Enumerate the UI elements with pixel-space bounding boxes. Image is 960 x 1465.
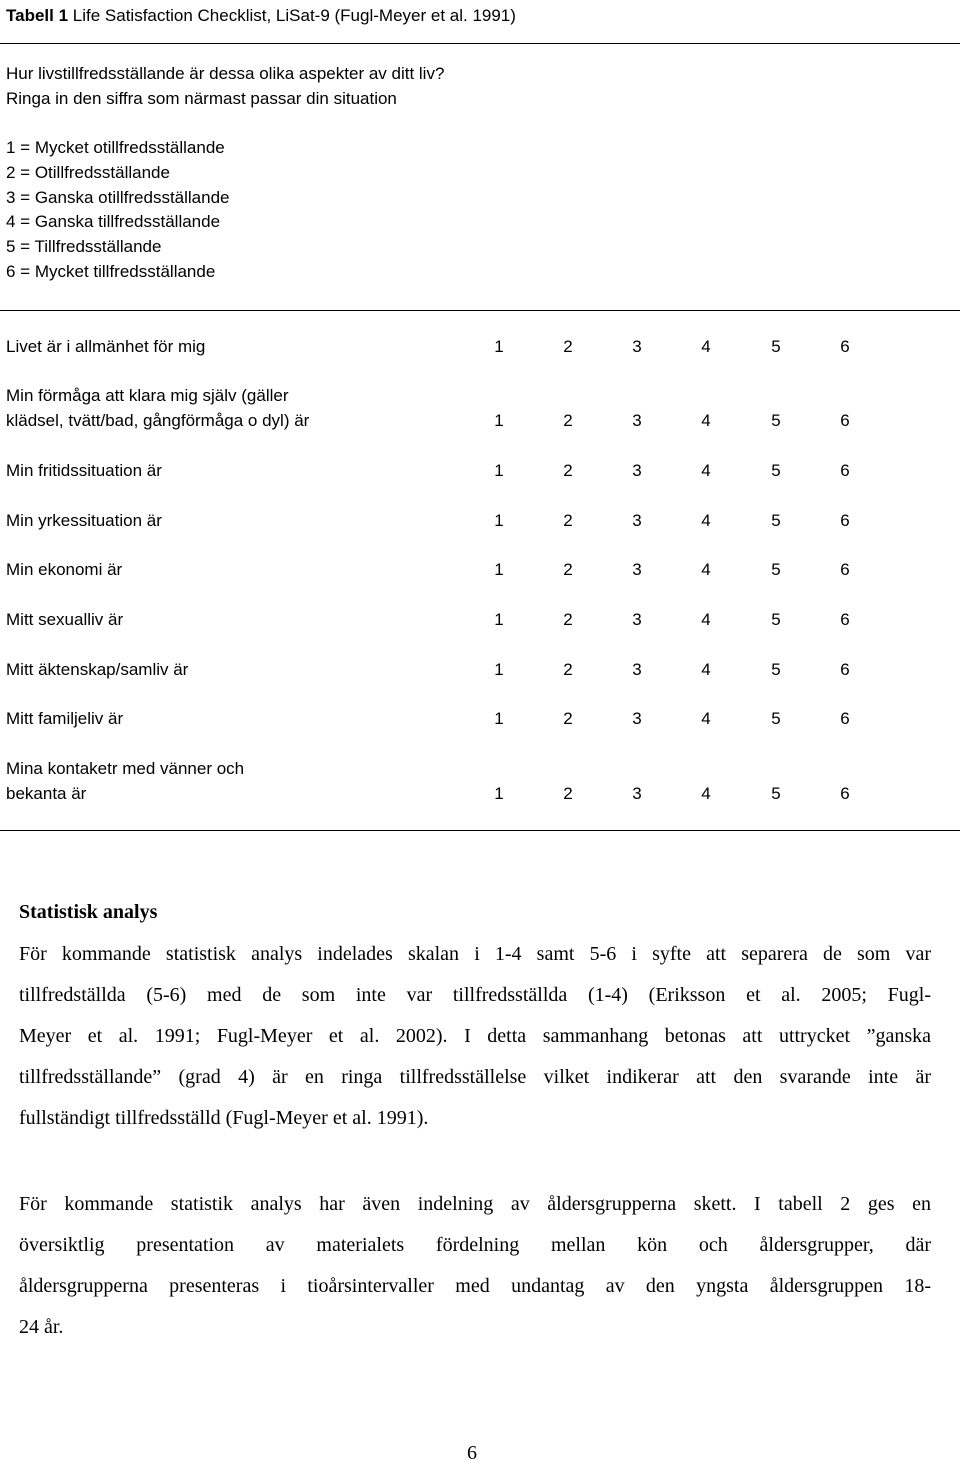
rating-option-6[interactable]: 6 — [840, 560, 850, 579]
paragraph-line: 24 år. — [19, 1316, 64, 1338]
rating-option-4[interactable]: 4 — [701, 511, 711, 530]
legend-divider — [0, 310, 960, 311]
rating-option-6[interactable]: 6 — [840, 461, 850, 480]
question-text: klädsel, tvätt/bad, gångförmåga o dyl) är — [6, 411, 310, 430]
rating-option-4[interactable]: 4 — [701, 337, 711, 356]
rating-option-5[interactable]: 5 — [771, 411, 781, 430]
rating-option-2[interactable]: 2 — [563, 660, 573, 679]
scale-option: 6 = Mycket tillfredsställande — [6, 262, 216, 281]
scale-option: 2 = Otillfredsställande — [6, 163, 170, 182]
rating-option-5[interactable]: 5 — [771, 784, 781, 803]
table-label: Tabell 1 — [6, 6, 69, 25]
paragraph-line: Meyer et al. 1991; Fugl-Meyer et al. 2002). I detta sammanhang betonas att uttrycket ”ganska — [19, 1025, 931, 1047]
rating-option-3[interactable]: 3 — [632, 784, 642, 803]
table-title: Life Satisfaction Checklist, LiSat-9 (Fugl-Meyer et al. 1991) — [72, 6, 516, 25]
rating-option-4[interactable]: 4 — [701, 660, 711, 679]
paragraph-line: För kommande statistisk analys indelades skalan i 1-4 samt 5-6 i syfte att separera de som var — [19, 943, 931, 965]
rating-option-5[interactable]: 5 — [771, 461, 781, 480]
paragraph-line: översiktlig presentation av materialets fördelning mellan kön och åldersgrupper, där — [19, 1234, 931, 1256]
rating-option-2[interactable]: 2 — [563, 610, 573, 629]
paragraph-line: tillfredställda (5-6) med de som inte var tillfredsställda (1-4) (Eriksson et al. 2005; Fugl- — [19, 984, 931, 1006]
paragraph-scale-grouping — [19, 934, 931, 1139]
rating-option-1[interactable]: 1 — [494, 610, 504, 629]
caption-divider — [0, 43, 960, 44]
rating-option-3[interactable]: 3 — [632, 511, 642, 530]
rating-option-2[interactable]: 2 — [563, 511, 573, 530]
rating-option-3[interactable]: 3 — [632, 337, 642, 356]
instruction-question: Hur livstillfredsställande är dessa olika aspekter av ditt liv? — [6, 64, 445, 83]
rating-option-1[interactable]: 1 — [494, 337, 504, 356]
rating-option-3[interactable]: 3 — [632, 411, 642, 430]
scale-option: 5 = Tillfredsställande — [6, 237, 162, 256]
question-text: Mitt sexualliv är — [6, 610, 124, 629]
rating-option-4[interactable]: 4 — [701, 560, 711, 579]
rating-option-6[interactable]: 6 — [840, 337, 850, 356]
rating-option-5[interactable]: 5 — [771, 511, 781, 530]
rating-option-5[interactable]: 5 — [771, 560, 781, 579]
section-heading: Statistisk analys — [19, 901, 158, 923]
paragraph-age-groups — [19, 1184, 931, 1348]
rating-option-4[interactable]: 4 — [701, 709, 711, 728]
rating-option-6[interactable]: 6 — [840, 610, 850, 629]
rating-option-3[interactable]: 3 — [632, 461, 642, 480]
rating-option-1[interactable]: 1 — [494, 784, 504, 803]
rating-option-6[interactable]: 6 — [840, 660, 850, 679]
rating-option-2[interactable]: 2 — [563, 461, 573, 480]
scale-option: 1 = Mycket otillfredsställande — [6, 138, 225, 157]
question-text: Min fritidssituation är — [6, 461, 162, 480]
rating-option-6[interactable]: 6 — [840, 511, 850, 530]
rating-option-3[interactable]: 3 — [632, 660, 642, 679]
question-text: Mitt äktenskap/samliv är — [6, 660, 189, 679]
paragraph-line: åldersgrupperna presenteras i tioårsintervaller med undantag av den yngsta åldersgruppen 18- — [19, 1275, 931, 1297]
paragraph-line: tillfredsställande” (grad 4) är en ringa tillfredsställelse vilket indikerar att den svarande inte är — [19, 1066, 931, 1088]
rating-option-6[interactable]: 6 — [840, 709, 850, 728]
question-text: Min yrkessituation är — [6, 511, 162, 530]
rating-option-1[interactable]: 1 — [494, 411, 504, 430]
scale-option: 3 = Ganska otillfredsställande — [6, 188, 230, 207]
rating-option-4[interactable]: 4 — [701, 610, 711, 629]
rating-option-1[interactable]: 1 — [494, 511, 504, 530]
rating-option-2[interactable]: 2 — [563, 784, 573, 803]
rating-option-2[interactable]: 2 — [563, 337, 573, 356]
rating-option-4[interactable]: 4 — [701, 461, 711, 480]
page-number: 6 — [467, 1442, 477, 1464]
rating-option-4[interactable]: 4 — [701, 784, 711, 803]
instruction-circle: Ringa in den siffra som närmast passar din situation — [6, 89, 397, 108]
paragraph-line: För kommande statistik analys har även indelning av åldersgrupperna skett. I tabell 2 ges en — [19, 1193, 931, 1215]
rating-option-6[interactable]: 6 — [840, 784, 850, 803]
rating-option-3[interactable]: 3 — [632, 709, 642, 728]
question-text: Mina kontaketr med vänner och — [6, 759, 245, 778]
rating-option-5[interactable]: 5 — [771, 660, 781, 679]
rating-option-1[interactable]: 1 — [494, 461, 504, 480]
rating-option-2[interactable]: 2 — [563, 560, 573, 579]
question-text: Mitt familjeliv är — [6, 709, 124, 728]
rating-option-3[interactable]: 3 — [632, 560, 642, 579]
rating-option-2[interactable]: 2 — [563, 411, 573, 430]
rating-option-3[interactable]: 3 — [632, 610, 642, 629]
rating-option-6[interactable]: 6 — [840, 411, 850, 430]
paragraph-line: fullständigt tillfredsställd (Fugl-Meyer et al. 1991). — [19, 1107, 429, 1129]
rating-option-5[interactable]: 5 — [771, 610, 781, 629]
question-text: bekanta är — [6, 784, 87, 803]
rating-option-5[interactable]: 5 — [771, 709, 781, 728]
rating-option-2[interactable]: 2 — [563, 709, 573, 728]
rating-option-1[interactable]: 1 — [494, 660, 504, 679]
rating-option-1[interactable]: 1 — [494, 560, 504, 579]
scale-option: 4 = Ganska tillfredsställande — [6, 212, 221, 231]
table-caption — [6, 6, 516, 26]
table-bottom-divider — [0, 830, 960, 831]
rating-option-5[interactable]: 5 — [771, 337, 781, 356]
rating-option-1[interactable]: 1 — [494, 709, 504, 728]
question-text: Min förmåga att klara mig själv (gäller — [6, 386, 289, 405]
question-text: Min ekonomi är — [6, 560, 123, 579]
question-text: Livet är i allmänhet för mig — [6, 337, 206, 356]
rating-option-4[interactable]: 4 — [701, 411, 711, 430]
